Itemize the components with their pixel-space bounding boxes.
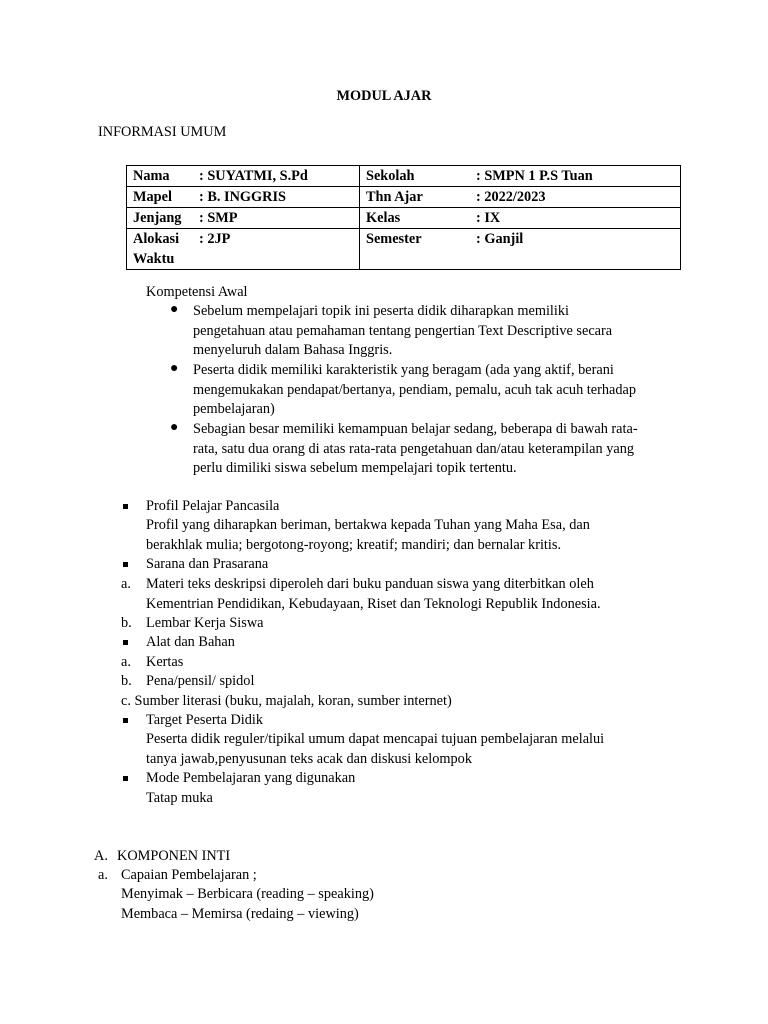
info-value: : 2JP — [199, 231, 231, 247]
info-row — [127, 229, 681, 270]
info-table — [126, 165, 681, 270]
section-marker: A. — [94, 848, 108, 864]
info-value: : SUYATMI, S.Pd — [199, 168, 308, 184]
sarana-item-a: Materi teks deskripsi diperoleh dari buku panduan siswa yang diterbitkan oleh Kementrian Pendidikan, Kebudayaan, Riset dan Teknologi Republik Indonesia. — [146, 576, 601, 612]
mode-heading: Mode Pembelajaran yang digunakan — [146, 770, 356, 786]
info-row — [127, 208, 681, 229]
capaian-heading: Capaian Pembelajaran ; — [121, 867, 257, 883]
document-title: MODUL AJAR — [336, 88, 432, 104]
info-key: Sekolah — [366, 168, 415, 184]
info-key: Mapel — [133, 189, 172, 205]
bullet-dot: ● — [170, 302, 179, 317]
kompetensi-heading: Kompetensi Awal — [146, 284, 248, 300]
target-heading: Target Peserta Didik — [146, 712, 264, 728]
info-key: Alokasi — [133, 231, 180, 247]
info-value: : SMP — [199, 210, 238, 226]
info-value: : Ganjil — [476, 231, 524, 247]
square-bullet — [123, 562, 128, 567]
square-bullet — [123, 776, 128, 781]
info-value: : 2022/2023 — [476, 189, 546, 205]
sarana-heading: Sarana dan Prasarana — [146, 556, 269, 572]
list-marker: a. — [121, 654, 131, 670]
list-marker: b. — [121, 673, 132, 689]
kompetensi-item: Sebagian besar memiliki kemampuan belajar sedang, beberapa di bawah rata- rata, satu dua orang di atas rata-rata pengetahuan dan/atau keterampilan yang perlu dimiliki siswa sebelum mempelajari topik tertentu. — [193, 421, 638, 477]
info-row — [127, 187, 681, 208]
section-informasi-umum: INFORMASI UMUM — [98, 124, 227, 140]
alat-item-c: c. Sumber literasi (buku, majalah, koran, sumber internet) — [121, 693, 452, 709]
info-key: Jenjang — [133, 210, 182, 226]
capaian-list: Menyimak – Berbicara (reading – speaking) Membaca – Memirsa (redaing – viewing) — [121, 886, 374, 922]
info-key: Nama — [133, 168, 170, 184]
profil-text: Profil yang diharapkan beriman, bertakwa kepada Tuhan yang Maha Esa, dan berakhlak mulia; bergotong-royong; kreatif; mandiri; dan bernalar kritis. — [146, 517, 590, 553]
list-marker: a. — [121, 576, 131, 592]
alat-heading: Alat dan Bahan — [146, 634, 235, 650]
list-marker: a. — [98, 867, 108, 883]
kompetensi-item: Peserta didik memiliki karakteristik yang beragam (ada yang aktif, berani mengemukakan pendapat/bertanya, pendiam, pemalu, acuh tak acuh terhadap pembelajaran) — [193, 362, 637, 418]
profil-heading: Profil Pelajar Pancasila — [146, 498, 280, 514]
info-key: Thn Ajar — [366, 189, 423, 205]
info-key: Kelas — [366, 210, 401, 226]
info-value: : SMPN 1 P.S Tuan — [476, 168, 593, 184]
square-bullet — [123, 718, 128, 723]
info-value: : IX — [476, 210, 501, 226]
target-text: Peserta didik reguler/tipikal umum dapat mencapai tujuan pembelajaran melalui tanya jawab,penyusunan teks acak dan diskusi kelompok — [146, 731, 605, 767]
sarana-item-b: Lembar Kerja Siswa — [146, 615, 264, 631]
info-key: Semester — [366, 231, 422, 247]
kompetensi-item: Sebelum mempelajari topik ini peserta didik diharapkan memiliki pengetahuan atau pemahaman tentang pengertian Text Descriptive secara menyeluruh dalam Bahasa Inggris. — [193, 303, 613, 359]
info-value: : B. INGGRIS — [199, 189, 286, 205]
alat-item-a: Kertas — [146, 654, 184, 670]
info-row — [127, 166, 681, 187]
info-key-continued: Waktu — [133, 251, 175, 267]
mode-value: Tatap muka — [146, 790, 213, 806]
square-bullet — [123, 504, 128, 509]
square-bullet — [123, 640, 128, 645]
komponen-heading: KOMPONEN INTI — [117, 848, 231, 864]
list-marker: b. — [121, 615, 132, 631]
bullet-dot: ● — [170, 361, 179, 376]
bullet-dot: ● — [170, 420, 179, 435]
alat-item-b: Pena/pensil/ spidol — [146, 673, 255, 689]
